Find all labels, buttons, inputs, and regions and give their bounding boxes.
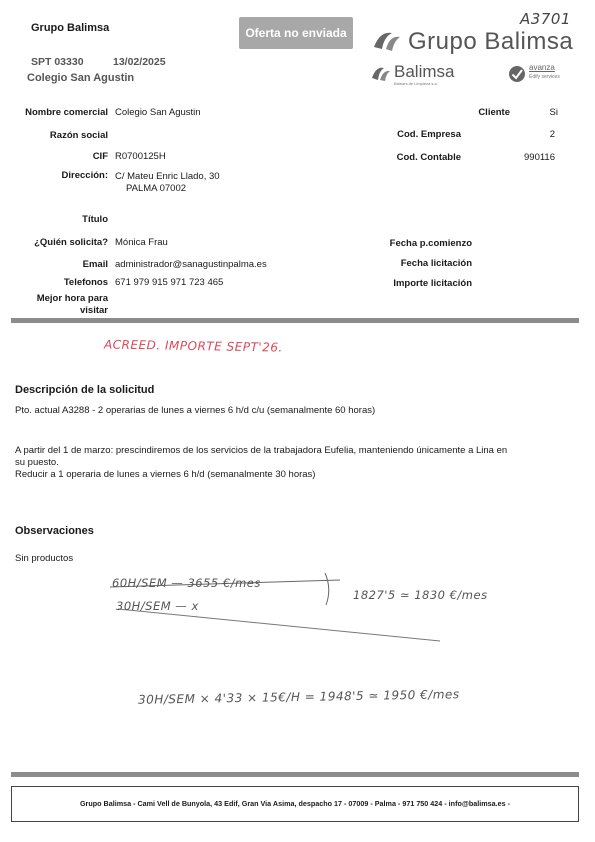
cod-empresa-label: Cod. Empresa (397, 129, 461, 140)
importe-licitacion-label: Importe licitación (393, 278, 472, 289)
nombre-comercial-value: Colegio San Agustin (115, 107, 201, 118)
handwritten-ref: A3701 (520, 10, 571, 28)
observaciones-title: Observaciones (15, 525, 94, 537)
descripcion-title: Descripción de la solicitud (15, 384, 155, 396)
direccion-label: Dirección: (61, 170, 108, 181)
request-date: 13/02/2025 (113, 56, 166, 68)
handwritten-red-note: ACREED. IMPORTE SEPT'26. (103, 337, 283, 355)
balimsa-logo-icon (370, 64, 392, 82)
mejor-hora-label-2: visitar (80, 305, 108, 316)
telefonos-label: Telefonos (63, 277, 108, 288)
quien-solicita-label: ¿Quién solicita? (34, 237, 108, 248)
cliente-label: Cliente (478, 107, 510, 118)
logo-main-text: Grupo Balimsa (408, 28, 574, 55)
fecha-comienzo-label: Fecha p.comienzo (389, 238, 472, 249)
razon-social-label: Razón social (49, 130, 108, 141)
email-label: Email (82, 259, 108, 270)
logo-sub-tagline: Balears de Limpieza s.a. (394, 81, 438, 86)
cif-label: CIF (92, 151, 108, 162)
mejor-hora-label-1: Mejor hora para (36, 293, 108, 304)
client-name: Colegio San Agustin (27, 72, 135, 84)
email-value: administrador@sanagustinpalma.es (115, 259, 267, 270)
descripcion-line1: Pto. actual A3288 - 2 operarias de lunes a viernes 6 h/d c/u (semanalmente 60 horas) (15, 405, 376, 416)
direccion-line2: PALMA 07002 (126, 183, 187, 194)
quien-solicita-value: Mónica Frau (115, 237, 168, 248)
titulo-label: Título (82, 214, 108, 225)
handwritten-note-3: 1827'5 ≃ 1830 €/mes (353, 588, 488, 602)
fecha-licitacion-label: Fecha licitación (400, 258, 472, 269)
handwritten-note-2: 30H/SEM — x (116, 599, 199, 613)
logo-right-text: avanza (529, 63, 555, 72)
cod-empresa-value: 2 (549, 129, 555, 140)
footer-box (11, 786, 579, 822)
cif-value: R0700125H (115, 151, 166, 162)
handwritten-note-1: 60H/SEM — 3655 €/mes (112, 576, 261, 590)
logo-right-tagline: Edify services (529, 74, 560, 80)
request-code: SPT 03330 (31, 56, 84, 68)
handwritten-note-4: 30H/SEM × 4'33 × 15€/H = 1948'5 ≃ 1950 €/mes (137, 687, 460, 707)
company-name: Grupo Balimsa (31, 22, 110, 34)
cod-contable-value: 990116 (524, 152, 555, 163)
descripcion-line2: A partir del 1 de marzo: prescindiremos de los servicios de la trabajadora Eufelia, manteniendo únicamente a Lina en (15, 445, 508, 456)
status-badge: Oferta no enviada (239, 17, 353, 49)
descripcion-line3: su puesto. (15, 457, 59, 468)
descripcion-line4: Reducir a 1 operaria de lunes a viernes 6 h/d (semanalmente 30 horas) (15, 469, 316, 480)
footer-text: Grupo Balimsa - Cami Vell de Bunyola, 43 Edif, Gran Via Asima, despacho 17 - 07009 - Palma - 971 750 424 - info@balimsa.es - (79, 799, 511, 808)
observaciones-text: Sin productos (15, 553, 74, 564)
logo-sub-text: Balimsa (394, 62, 455, 81)
section-divider (11, 318, 579, 323)
direccion-line1: C/ Mateu Enric Llado, 30 (115, 171, 220, 182)
check-badge-icon (508, 65, 526, 83)
telefonos-value: 671 979 915 971 723 465 (115, 277, 224, 288)
grupo-balimsa-logo (370, 27, 404, 53)
cliente-value: Si (549, 107, 558, 118)
nombre-comercial-label: Nombre comercial (25, 107, 108, 118)
footer-divider (11, 772, 579, 777)
cod-contable-label: Cod. Contable (396, 152, 461, 163)
